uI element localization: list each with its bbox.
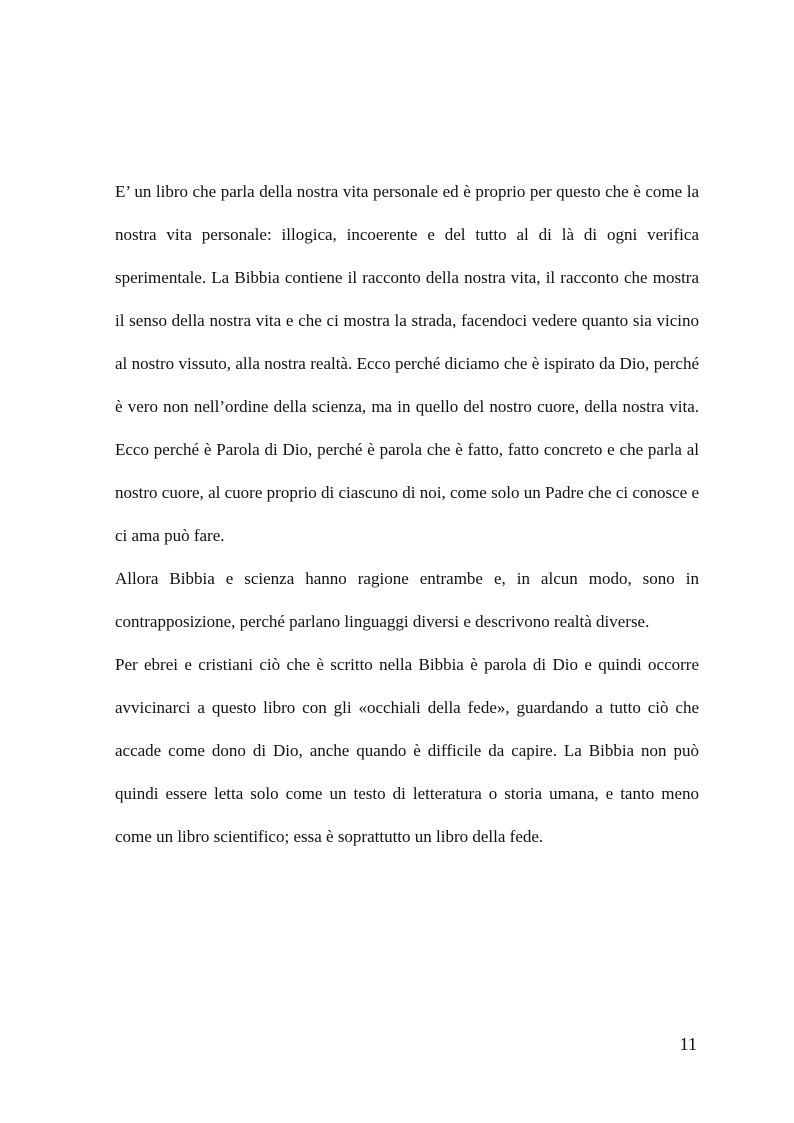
paragraph-2: Allora Bibbia e scienza hanno ragione entrambe e, in alcun modo, sono in contrapposizione, perché parlano linguaggi diversi e descrivono realtà diverse. [115, 569, 699, 631]
paragraph-1: E’ un libro che parla della nostra vita personale ed è proprio per questo che è come la nostra vita personale: illogica, incoerente e del tutto al di là di ogni verifica sperimentale. La Bibbia contiene il racconto della nostra vita, il racconto che mostra il senso della nostra vita e che ci mostra la strada, facendoci vedere quanto sia vicino al nostro vissuto, alla nostra realtà. Ecco perché diciamo che è ispirato da Dio, perché è vero non nell’ordine della scienza, ma in quello del nostro cuore, della nostra vita. Ecco perché è Parola di Dio, perché è parola che è fatto, fatto concreto e che parla al nostro cuore, al cuore proprio di ciascuno di noi, come solo un Padre che ci conosce e ci ama può fare. [115, 182, 699, 545]
paragraph-3: Per ebrei e cristiani ciò che è scritto nella Bibbia è parola di Dio e quindi occorre avvicinarci a questo libro con gli «occhiali della fede», guardando a tutto ciò che accade come dono di Dio, anche quando è difficile da capire. La Bibbia non può quindi essere letta solo come un testo di letteratura o storia umana, e tanto meno come un libro scientifico; essa è soprattutto un libro della fede. [115, 655, 699, 846]
body-text [115, 170, 699, 858]
page-number: 11 [679, 1034, 697, 1054]
